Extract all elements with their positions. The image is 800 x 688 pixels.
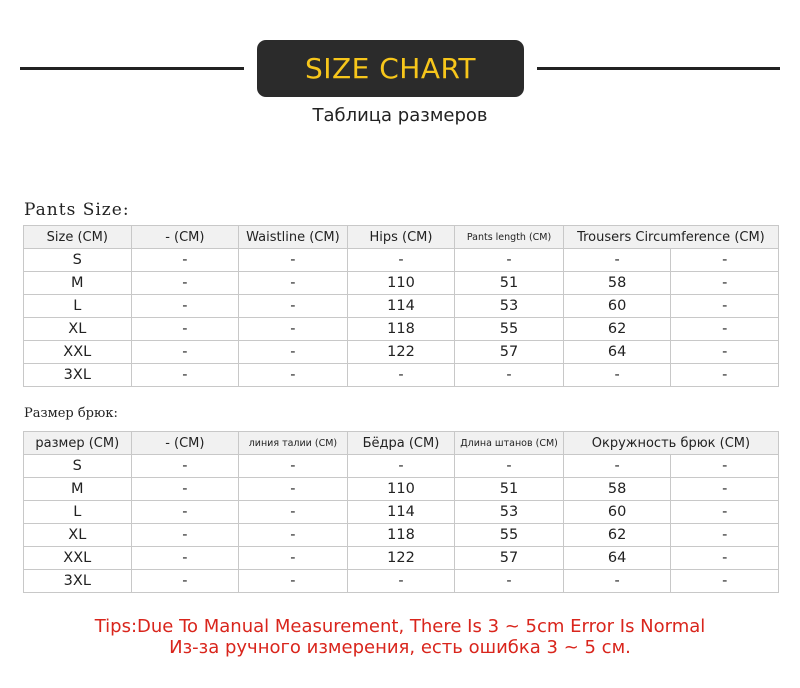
measurement-cell: - <box>671 570 779 593</box>
table-row <box>24 341 779 364</box>
measurement-cell: - <box>239 570 348 593</box>
measurement-cell: 51 <box>455 272 564 295</box>
table-row <box>24 318 779 341</box>
measurement-cell: - <box>455 570 564 593</box>
size-cell: M <box>24 478 132 501</box>
measurement-cell: - <box>239 364 348 387</box>
measurement-cell: 58 <box>563 272 671 295</box>
measurement-cell: 110 <box>347 478 455 501</box>
measurement-cell: 114 <box>347 501 455 524</box>
col-header-size: Size (CM) <box>24 226 132 249</box>
measurement-cell: - <box>671 478 779 501</box>
col-header-waistline-ru: линия талии (CM) <box>239 432 348 455</box>
measurement-cell: - <box>239 478 348 501</box>
col-header-blank: - (CM) <box>131 226 239 249</box>
size-cell: XL <box>24 318 132 341</box>
measurement-cell: - <box>347 455 455 478</box>
table-row <box>24 524 779 547</box>
col-header-hips: Hips (CM) <box>347 226 455 249</box>
measurement-cell: - <box>671 295 779 318</box>
measurement-cell: - <box>239 318 348 341</box>
measurement-cell: - <box>131 570 239 593</box>
measurement-cell: - <box>671 272 779 295</box>
measurement-cell: - <box>131 249 239 272</box>
table-row <box>24 501 779 524</box>
measurement-cell: 60 <box>563 501 671 524</box>
page-subtitle: Таблица размеров <box>312 105 488 126</box>
pants-size-label: Pants Size: <box>24 200 130 220</box>
table-row <box>24 570 779 593</box>
measurement-cell: - <box>455 249 564 272</box>
title-rule-right <box>537 67 780 70</box>
size-cell: 3XL <box>24 570 132 593</box>
table-header-row <box>24 226 779 249</box>
measurement-cell: 57 <box>455 547 564 570</box>
measurement-cell: - <box>671 501 779 524</box>
measurement-cell: 51 <box>455 478 564 501</box>
table-row <box>24 547 779 570</box>
measurement-cell: - <box>563 364 671 387</box>
measurement-cell: - <box>671 524 779 547</box>
col-header-trousers-circumference: Trousers Circumference (CM) <box>563 226 778 249</box>
measurement-cell: - <box>671 341 779 364</box>
measurement-cell: - <box>671 249 779 272</box>
title-rule-left <box>20 67 244 70</box>
measurement-cell: 114 <box>347 295 455 318</box>
measurement-cell: 60 <box>563 295 671 318</box>
measurement-cell: - <box>239 501 348 524</box>
col-header-blank-ru: - (CM) <box>131 432 239 455</box>
pants-size-label-ru: Размер брюк: <box>24 406 118 421</box>
measurement-cell: - <box>671 455 779 478</box>
col-header-size-ru: размер (CM) <box>24 432 132 455</box>
measurement-cell: - <box>563 570 671 593</box>
measurement-cell: - <box>455 364 564 387</box>
table-header-row <box>24 432 779 455</box>
measurement-cell: - <box>239 249 348 272</box>
table-row <box>24 455 779 478</box>
measurement-cell: - <box>347 249 455 272</box>
measurement-cell: - <box>131 272 239 295</box>
pants-size-table-ru <box>23 431 779 593</box>
measurement-cell: - <box>131 318 239 341</box>
page-title: SIZE CHART <box>304 52 477 85</box>
size-cell: 3XL <box>24 364 132 387</box>
measurement-cell: 55 <box>455 524 564 547</box>
measurement-tip-en: Tips:Due To Manual Measurement, There Is 3 ~ 5cm Error Is Normal <box>94 616 706 637</box>
measurement-cell: - <box>239 295 348 318</box>
measurement-cell: 55 <box>455 318 564 341</box>
table-row <box>24 478 779 501</box>
measurement-cell: - <box>239 341 348 364</box>
measurement-cell: - <box>671 364 779 387</box>
measurement-cell: 64 <box>563 341 671 364</box>
col-header-pants-length-ru: Длина штанов (CM) <box>455 432 564 455</box>
col-header-trousers-circumference-ru: Окружность брюк (CM) <box>563 432 778 455</box>
size-chart-title-badge <box>257 40 524 97</box>
table-row <box>24 364 779 387</box>
table-row <box>24 249 779 272</box>
size-cell: XXL <box>24 341 132 364</box>
pants-size-table-en <box>23 225 779 387</box>
size-cell: M <box>24 272 132 295</box>
measurement-cell: - <box>563 249 671 272</box>
measurement-cell: 62 <box>563 524 671 547</box>
size-cell: L <box>24 501 132 524</box>
table-row <box>24 295 779 318</box>
measurement-cell: - <box>671 318 779 341</box>
measurement-cell: 57 <box>455 341 564 364</box>
measurement-cell: - <box>131 341 239 364</box>
size-cell: XL <box>24 524 132 547</box>
size-cell: S <box>24 249 132 272</box>
table-row <box>24 272 779 295</box>
measurement-cell: - <box>239 455 348 478</box>
measurement-cell: - <box>563 455 671 478</box>
measurement-cell: - <box>131 478 239 501</box>
measurement-cell: - <box>131 364 239 387</box>
measurement-cell: 64 <box>563 547 671 570</box>
measurement-cell: - <box>131 501 239 524</box>
measurement-cell: 122 <box>347 341 455 364</box>
col-header-pants-length: Pants length (CM) <box>455 226 564 249</box>
measurement-cell: 110 <box>347 272 455 295</box>
measurement-cell: - <box>131 295 239 318</box>
measurement-cell: 118 <box>347 524 455 547</box>
measurement-cell: - <box>455 455 564 478</box>
measurement-cell: - <box>131 455 239 478</box>
measurement-cell: - <box>671 547 779 570</box>
size-cell: XXL <box>24 547 132 570</box>
measurement-cell: 122 <box>347 547 455 570</box>
measurement-cell: - <box>347 570 455 593</box>
measurement-cell: - <box>239 272 348 295</box>
measurement-cell: 53 <box>455 501 564 524</box>
measurement-cell: 58 <box>563 478 671 501</box>
measurement-cell: 53 <box>455 295 564 318</box>
measurement-cell: - <box>347 364 455 387</box>
size-cell: S <box>24 455 132 478</box>
measurement-cell: - <box>239 547 348 570</box>
col-header-waistline: Waistline (CM) <box>239 226 348 249</box>
measurement-cell: - <box>131 524 239 547</box>
measurement-cell: 118 <box>347 318 455 341</box>
measurement-tip-ru: Из-за ручного измерения, есть ошибка 3 ~ 5 см. <box>169 637 631 658</box>
col-header-hips-ru: Бёдра (CM) <box>347 432 455 455</box>
size-cell: L <box>24 295 132 318</box>
measurement-cell: 62 <box>563 318 671 341</box>
measurement-cell: - <box>131 547 239 570</box>
measurement-cell: - <box>239 524 348 547</box>
